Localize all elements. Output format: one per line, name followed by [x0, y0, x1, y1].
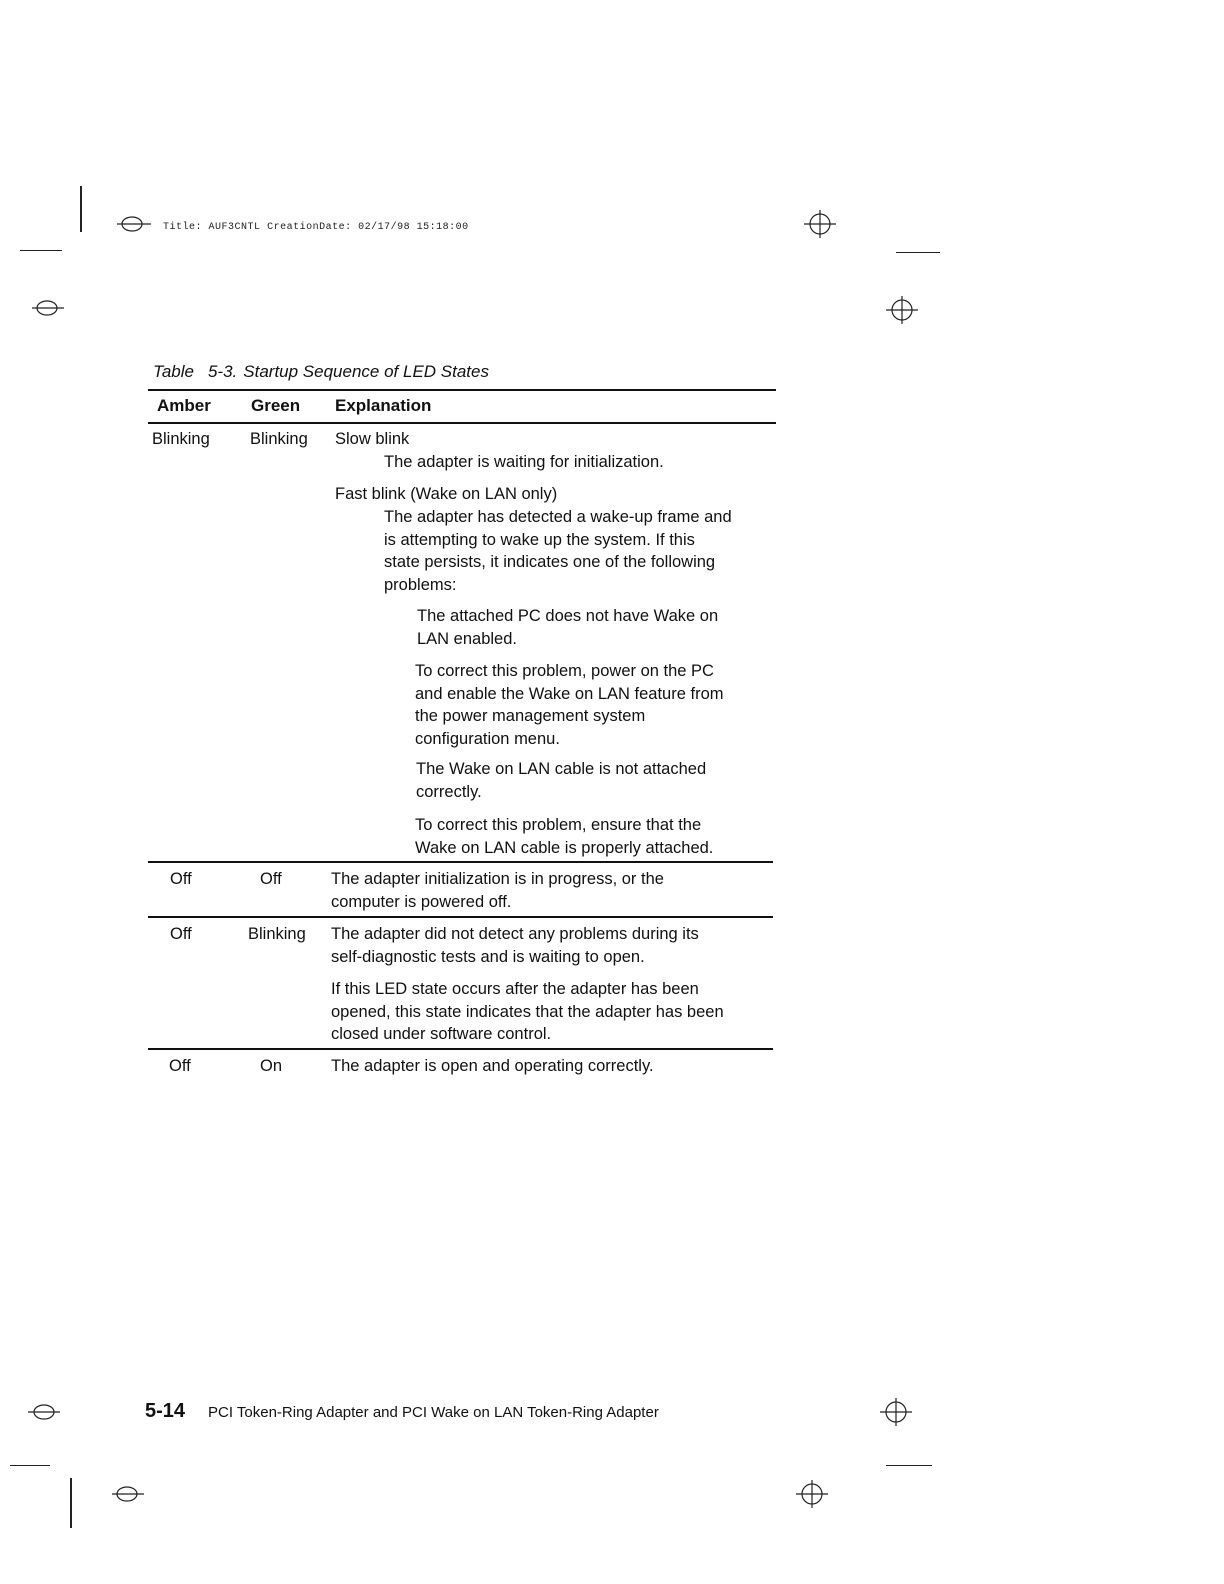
crop-mark: [10, 1465, 50, 1466]
registration-mark-icon: [796, 1478, 828, 1510]
header-title-label: Title:: [163, 222, 203, 233]
column-header-amber: Amber: [157, 396, 211, 415]
text-line: To correct this problem, power on the PC: [415, 662, 714, 680]
registration-mark-icon: [880, 1396, 912, 1428]
text-line: the power management system: [415, 707, 646, 725]
row1-problem1: [417, 605, 718, 650]
text-line: To correct this problem, ensure that the: [415, 816, 702, 834]
row3-explanation-1: [331, 923, 699, 968]
text-line: LAN enabled.: [417, 629, 517, 648]
crop-mark: [886, 1465, 932, 1466]
row1-fix2: [415, 814, 713, 859]
row3-explanation-2: [331, 978, 724, 1046]
print-header: [163, 222, 469, 233]
text-line: correctly.: [416, 782, 482, 801]
header-date-label: CreationDate:: [267, 222, 352, 233]
table-caption: [153, 362, 489, 382]
row-divider: [148, 916, 773, 918]
registration-mark-icon: [110, 1482, 146, 1506]
row1-slow-desc: The adapter is waiting for initialization.: [384, 453, 664, 471]
row4-explanation: The adapter is open and operating correctly.: [331, 1057, 654, 1075]
caption-number: 5-3.: [207, 362, 238, 381]
registration-mark-icon: [30, 296, 66, 320]
crop-mark: [70, 1478, 72, 1528]
text-line: Wake on LAN cable is properly attached.: [415, 838, 714, 857]
table-top-rule: [148, 389, 776, 391]
text-line: and enable the Wake on LAN feature from: [415, 684, 724, 703]
column-header-explanation: Explanation: [335, 396, 432, 415]
text-line: The attached PC does not have Wake on: [417, 607, 719, 625]
row-divider: [148, 1048, 773, 1050]
row2-amber: Off: [170, 870, 192, 888]
text-line: The Wake on LAN cable is not attached: [416, 760, 707, 778]
crop-mark: [80, 186, 82, 232]
row1-green: Blinking: [250, 430, 308, 448]
registration-mark-icon: [886, 294, 918, 326]
column-header-green: Green: [251, 396, 301, 415]
row3-green: Blinking: [248, 925, 306, 943]
row3-amber: Off: [170, 925, 192, 943]
text-line: opened, this state indicates that the adapter has been: [331, 1002, 724, 1021]
row2-green: Off: [260, 870, 282, 888]
crop-mark: [20, 250, 62, 251]
row1-amber: Blinking: [152, 430, 210, 448]
row1-fast-term: Fast blink (Wake on LAN only): [335, 485, 558, 503]
text-line: configuration menu.: [415, 729, 560, 748]
row4-amber: Off: [169, 1057, 191, 1075]
registration-mark-icon: [26, 1400, 62, 1424]
registration-mark-icon: [804, 208, 836, 240]
text-line: closed under software control.: [331, 1025, 552, 1043]
text-line: self-diagnostic tests and is waiting to open.: [331, 947, 645, 966]
header-date-value: 02/17/98 15:18:00: [358, 222, 469, 233]
page-number: 5-14: [145, 1400, 186, 1422]
row4-green: On: [260, 1057, 283, 1075]
row1-fast-desc: [384, 506, 732, 596]
text-line: state persists, it indicates one of the following: [384, 553, 716, 571]
row2-explanation: [331, 868, 664, 913]
caption-title: Startup Sequence of LED States: [243, 362, 489, 381]
book-title: PCI Token-Ring Adapter and PCI Wake on LAN Token-Ring Adapter: [208, 1404, 659, 1421]
text-line: problems:: [384, 575, 457, 594]
row1-slow-term: Slow blink: [335, 430, 410, 448]
text-line: The adapter did not detect any problems during its: [331, 925, 699, 943]
row-divider: [148, 861, 773, 863]
header-title-value: AUF3CNTL: [208, 222, 261, 233]
row1-problem2: [416, 758, 706, 803]
text-line: If this LED state occurs after the adapter has been: [331, 980, 699, 998]
text-line: computer is powered off.: [331, 892, 512, 911]
text-line: The adapter has detected a wake-up frame and: [384, 508, 732, 526]
registration-mark-icon: [117, 212, 153, 236]
table-header-rule: [148, 422, 776, 424]
row1-fix1: [415, 660, 724, 750]
caption-label: Table: [153, 362, 194, 381]
crop-mark: [896, 252, 940, 253]
text-line: is attempting to wake up the system. If this: [384, 530, 695, 549]
text-line: The adapter initialization is in progress, or the: [331, 870, 664, 888]
